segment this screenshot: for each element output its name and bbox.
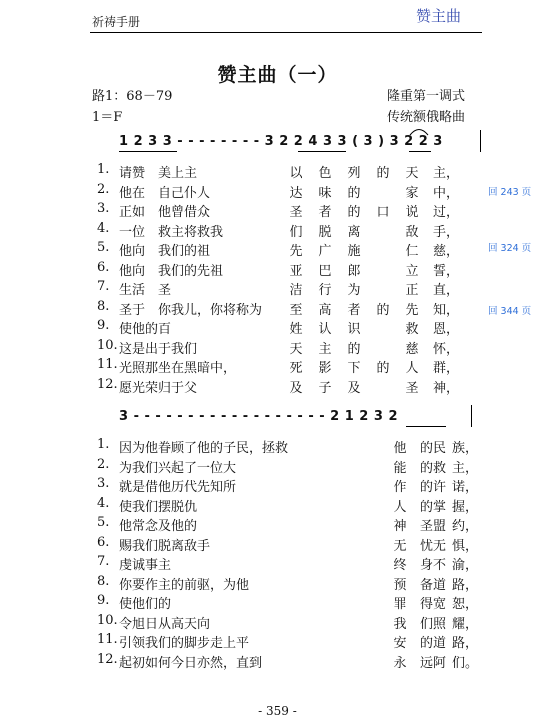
- scripture-reference: 路1：68－79: [92, 89, 173, 104]
- verse-syllable: 者: [347, 302, 361, 318]
- verse-syllable: 说: [405, 205, 419, 220]
- verse-syllable: 下: [347, 361, 361, 376]
- verse-syllable: 行: [318, 283, 332, 298]
- verse-syllable: 作: [393, 480, 407, 495]
- verse-syllable: 口: [376, 205, 390, 220]
- verse-syllable: 主，: [452, 460, 479, 476]
- verse-number: 5.: [97, 240, 110, 255]
- verse-text: 他常念及他的: [119, 519, 198, 534]
- verse-number: 6.: [97, 534, 110, 550]
- verse-syllable: 路，: [452, 636, 479, 651]
- slur-mark: [409, 126, 429, 136]
- verse-text: 引领我们的脚步走上平: [119, 636, 250, 651]
- verse-line: [0, 299, 555, 317]
- verse-syllable: 永: [393, 655, 407, 671]
- verse-syllable: 他: [393, 441, 407, 456]
- verse-syllable: 的: [347, 185, 361, 201]
- verse-syllable: 得宽: [420, 597, 447, 612]
- verse-number: 11.: [97, 357, 118, 372]
- verse-syllable: 握，: [452, 499, 479, 515]
- verse-syllable: 子: [318, 380, 332, 396]
- verse-text: 为我们兴起了一位大: [119, 460, 237, 476]
- verse-syllable: 死: [289, 361, 303, 376]
- verse-syllable: 圣: [405, 380, 419, 396]
- notation-line-2: 3 - - - - - - - - - - - - - - - - - - 2 1 2 3 2: [119, 409, 398, 424]
- verse-syllable: 先: [289, 244, 303, 259]
- page-link-243[interactable]: 回 243 页: [488, 187, 532, 198]
- verse-text: 生活 圣: [119, 283, 172, 298]
- verse-syllable: 渝，: [452, 558, 479, 573]
- verse-syllable: 恕，: [452, 597, 479, 612]
- verse-number: 6.: [97, 259, 110, 275]
- verse-number: 2.: [97, 456, 110, 472]
- verse-syllable: 们: [289, 224, 303, 240]
- verse-number: 8.: [97, 573, 110, 589]
- verse-syllable: 慈，: [433, 244, 460, 259]
- verse-syllable: 路，: [452, 577, 479, 593]
- verse-syllable: 敌: [405, 224, 419, 240]
- verse-text: 圣于 你我儿，你将称为: [119, 302, 263, 318]
- header-rule: [90, 32, 482, 33]
- verse-text: 请赞 美上主: [119, 166, 198, 181]
- section-title: 赞主曲: [416, 7, 462, 25]
- verse-syllable: 身不: [420, 558, 447, 573]
- verse-syllable: 亚: [289, 263, 303, 279]
- verse-line: [0, 377, 555, 395]
- verse-line: [0, 221, 555, 239]
- verse-syllable: 诺，: [452, 480, 479, 495]
- verse-text: 使他的百: [119, 322, 172, 337]
- verse-syllable: 洁: [289, 283, 303, 298]
- verse-text: 虔诚事主: [119, 558, 172, 573]
- verse-line: [0, 574, 555, 592]
- verse-syllable: 誓，: [433, 263, 460, 279]
- verse-line: [0, 338, 555, 356]
- verse-text: 他向 我们的祖: [119, 244, 211, 259]
- verse-number: 5.: [97, 515, 110, 530]
- verse-syllable: 及: [347, 380, 361, 396]
- verse-number: 10.: [97, 337, 118, 353]
- verse-text: 你要作主的前驱，为他: [119, 577, 250, 593]
- verse-syllable: 家: [405, 185, 419, 201]
- verse-syllable: 圣: [289, 205, 303, 220]
- mode-label: 隆重第一调式: [386, 89, 465, 104]
- verse-syllable: 耀，: [452, 616, 479, 632]
- verse-syllable: 神: [393, 519, 407, 534]
- verse-text: 他向 我们的先祖: [119, 263, 224, 279]
- verse-number: 10.: [97, 612, 118, 628]
- verse-syllable: 味: [318, 185, 332, 201]
- verse-syllable: 主，: [433, 166, 460, 181]
- verse-line: [0, 260, 555, 278]
- verse-syllable: 列: [347, 166, 361, 181]
- verse-syllable: 的掌: [420, 499, 447, 515]
- verse-syllable: 们照: [420, 616, 447, 632]
- verse-number: 3.: [97, 201, 110, 216]
- verse-number: 3.: [97, 476, 110, 491]
- verse-number: 11.: [97, 632, 118, 647]
- verse-syllable: 无: [393, 538, 407, 554]
- verse-syllable: 影: [318, 361, 332, 376]
- verse-text: 令旭日从高天向: [119, 616, 211, 632]
- verse-syllable: 族，: [452, 441, 479, 456]
- verse-line: [0, 357, 555, 375]
- verse-number: 4.: [97, 220, 110, 236]
- verse-text: 一位 救主将救我: [119, 224, 224, 240]
- verse-syllable: 直，: [433, 283, 460, 298]
- verse-syllable: 群，: [433, 361, 460, 376]
- verse-syllable: 的道: [420, 636, 447, 651]
- verse-line: [0, 515, 555, 533]
- verse-syllable: 高: [318, 302, 332, 318]
- verse-syllable: 安: [393, 636, 407, 651]
- notation-underline: [406, 426, 446, 427]
- book-title: 祈祷手册: [92, 15, 141, 29]
- verse-number: 2.: [97, 181, 110, 197]
- verse-number: 1.: [97, 162, 110, 177]
- verse-syllable: 的许: [420, 480, 447, 495]
- verse-syllable: 脱: [318, 224, 332, 240]
- verse-syllable: 的救: [420, 460, 447, 476]
- verse-syllable: 施: [347, 244, 361, 259]
- verse-syllable: 备道: [420, 577, 447, 593]
- verse-syllable: 预: [393, 577, 407, 593]
- verse-line: [0, 182, 555, 200]
- verse-number: 12.: [97, 651, 118, 667]
- verse-syllable: 人: [405, 361, 419, 376]
- verse-syllable: 恩，: [433, 322, 460, 337]
- tune-source: 传统额俄略曲: [386, 110, 465, 125]
- notation-underline: [119, 151, 177, 152]
- verse-syllable: 神，: [433, 380, 460, 396]
- verse-text: 他在 自己仆人: [119, 185, 211, 201]
- verse-syllable: 怀，: [433, 341, 460, 357]
- verse-syllable: 过，: [433, 205, 460, 220]
- verse-syllable: 忧无: [420, 538, 447, 554]
- verse-line: [0, 162, 555, 180]
- verse-syllable: 手，: [433, 224, 460, 240]
- verse-line: [0, 318, 555, 336]
- verse-syllable: 我: [393, 616, 407, 632]
- verse-syllable: 色: [318, 166, 332, 181]
- verse-number: 9.: [97, 318, 110, 333]
- verse-text: 使我们摆脱仇: [119, 499, 198, 515]
- verse-line: [0, 632, 555, 650]
- verse-syllable: 的: [376, 166, 390, 181]
- verse-syllable: 巴: [318, 263, 332, 279]
- verse-syllable: 罪: [393, 597, 407, 612]
- verse-number: 7.: [97, 554, 110, 569]
- verse-syllable: 能: [393, 460, 407, 476]
- verse-syllable: 认: [318, 322, 332, 337]
- verse-text: 正如 他曾借众: [119, 205, 211, 220]
- verse-syllable: 及: [289, 380, 303, 396]
- verse-syllable: 惧，: [452, 538, 479, 554]
- verse-line: [0, 476, 555, 494]
- verse-syllable: 的: [376, 302, 390, 318]
- page-link-324[interactable]: 回 324 页: [488, 243, 532, 254]
- verse-number: 9.: [97, 593, 110, 608]
- hymn-title: 赞主曲（一）: [217, 64, 338, 86]
- verse-line: [0, 652, 555, 670]
- verse-text: 愿光荣归于父: [119, 380, 198, 396]
- verse-syllable: 达: [289, 185, 303, 201]
- verse-text: 就是借他历代先知所: [119, 480, 237, 495]
- verse-syllable: 的: [376, 361, 390, 376]
- verse-line: [0, 535, 555, 553]
- verse-number: 12.: [97, 376, 118, 392]
- verse-syllable: 者: [318, 205, 332, 220]
- verse-syllable: 知，: [433, 302, 460, 318]
- verse-text: 赐我们脱离敌手: [119, 538, 211, 554]
- verse-line: [0, 279, 555, 297]
- verse-syllable: 为: [347, 283, 361, 298]
- verse-syllable: 离: [347, 224, 361, 240]
- verse-syllable: 主: [318, 341, 332, 357]
- verse-line: [0, 201, 555, 219]
- verse-line: [0, 496, 555, 514]
- verse-syllable: 识: [347, 322, 361, 337]
- verse-syllable: 们。: [452, 655, 479, 671]
- verse-syllable: 的民: [420, 441, 447, 456]
- verse-syllable: 的: [347, 205, 361, 220]
- verse-text: 起初如何今日亦然，直到: [119, 655, 263, 671]
- verse-syllable: 广: [318, 244, 332, 259]
- verse-syllable: 立: [405, 263, 419, 279]
- verse-number: 8.: [97, 298, 110, 314]
- verse-syllable: 约，: [452, 519, 479, 534]
- verse-syllable: 人: [393, 499, 407, 515]
- verse-text: 这是出于我们: [119, 341, 198, 357]
- verse-syllable: 正: [405, 283, 419, 298]
- verse-syllable: 天: [405, 166, 419, 181]
- verse-number: 1.: [97, 437, 110, 452]
- verse-line: [0, 593, 555, 611]
- page-number: - 359 -: [258, 704, 297, 718]
- verse-syllable: 慈: [405, 341, 419, 357]
- verse-syllable: 的: [347, 341, 361, 357]
- verse-text: 因为他眷顾了他的子民，拯救: [119, 441, 289, 456]
- verse-syllable: 姓: [289, 322, 303, 337]
- verse-line: [0, 613, 555, 631]
- notation-line-1: 1 2 3 3 - - - - - - - - 3 2 2 4 3 3 ( 3 ) 3 2 2 3: [119, 134, 443, 149]
- verse-line: [0, 437, 555, 455]
- bar-line: [471, 405, 472, 427]
- verse-text: 光照那坐在黑暗中，: [119, 361, 237, 376]
- verse-syllable: 仁: [405, 244, 419, 259]
- verse-line: [0, 457, 555, 475]
- verse-line: [0, 240, 555, 258]
- bar-line: [480, 130, 481, 152]
- verse-number: 7.: [97, 279, 110, 294]
- page-link-344[interactable]: 回 344 页: [488, 306, 532, 317]
- verse-number: 4.: [97, 495, 110, 511]
- verse-syllable: 天: [289, 341, 303, 357]
- verse-syllable: 以: [289, 166, 303, 181]
- notation-underline: [298, 151, 346, 152]
- verse-syllable: 远阿: [420, 655, 447, 671]
- verse-syllable: 中，: [433, 185, 460, 201]
- key-signature: 1＝F: [92, 110, 123, 125]
- notation-underline: [409, 151, 431, 152]
- verse-syllable: 终: [393, 558, 407, 573]
- verse-syllable: 先: [405, 302, 419, 318]
- verse-syllable: 救: [405, 322, 419, 337]
- verse-line: [0, 554, 555, 572]
- verse-syllable: 圣盟: [420, 519, 447, 534]
- verse-syllable: 郎: [347, 263, 361, 279]
- verse-text: 使他们的: [119, 597, 172, 612]
- verse-syllable: 至: [289, 302, 303, 318]
